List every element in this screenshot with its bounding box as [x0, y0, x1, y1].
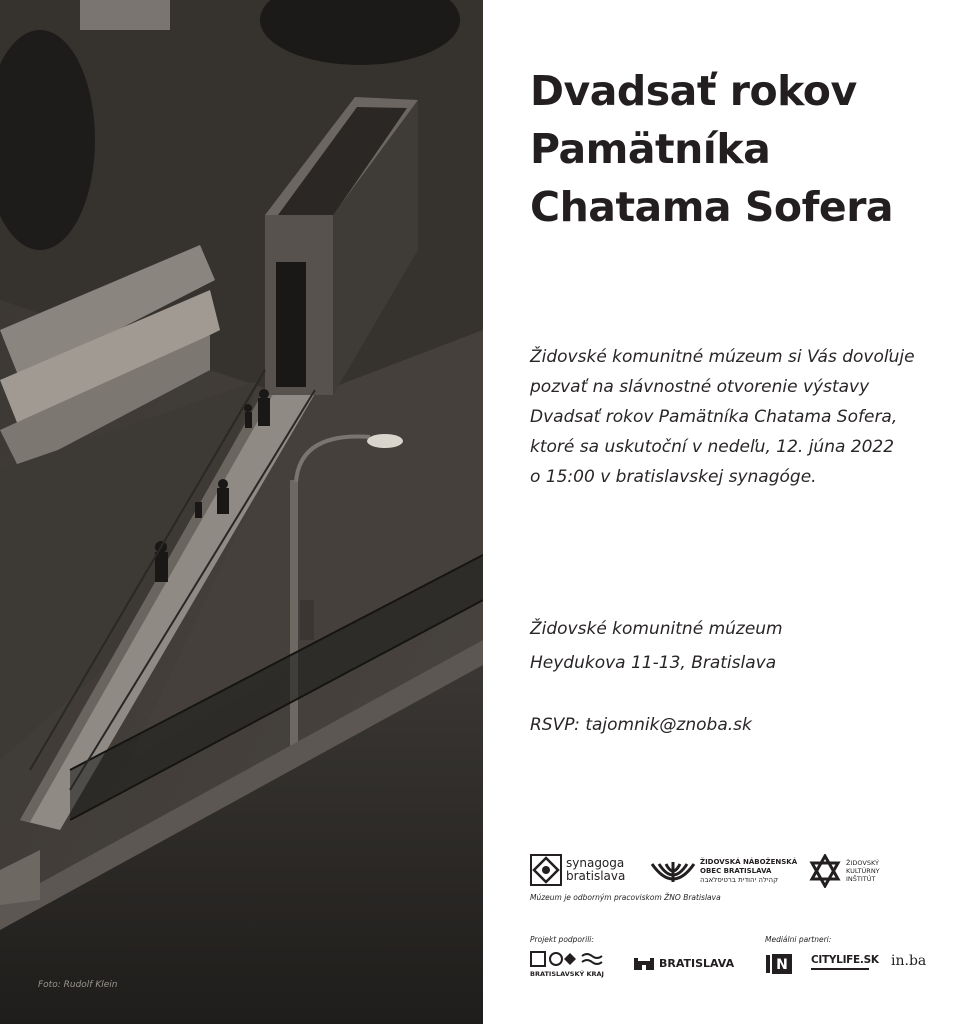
- synagoga-icon: [530, 854, 562, 886]
- event-title: [530, 62, 893, 236]
- zno-line-3: קהילה יהודית ברטיסלאבה: [700, 876, 779, 884]
- zno-line-2: OBEC BRATISLAVA: [700, 867, 772, 875]
- zki-line-1: ŽIDOVSKÝ: [846, 859, 879, 867]
- zno-line-1: ŽIDOVSKÁ NÁBOŽENSKÁ: [700, 858, 798, 866]
- citylife-logo: [811, 955, 879, 970]
- menorah-icon: [650, 860, 696, 884]
- bratislava-label: BRATISLAVA: [659, 956, 735, 970]
- bratislava-city-logo: [633, 955, 734, 971]
- invitation-line: Židovské komunitné múzeum si Vás dovoľuje: [530, 347, 915, 367]
- bratislava-castle-icon: [633, 955, 655, 971]
- invitation-line: pozvať na slávnostné otvorenie výstavy: [530, 377, 870, 397]
- invitation-line: o 15:00 v bratislavskej synagóge.: [530, 467, 817, 487]
- rsvp-email[interactable]: RSVP: tajomnik@znoba.sk: [530, 715, 752, 735]
- title-line-2: Pamätníka: [530, 125, 771, 173]
- dennik-n-icon: [765, 953, 793, 975]
- invitation-line: Dvadsať rokov Pamätníka Chatama Sofera,: [530, 407, 898, 427]
- synagoga-line-1: synagoga: [566, 856, 625, 870]
- invitation-line: ktoré sa uskutoční v nedeľu, 12. júna 2022: [530, 437, 895, 457]
- invitation-text: [530, 342, 950, 492]
- museum-note: Múzeum je odborným pracoviskom ŽNO Bratislava: [530, 893, 721, 902]
- address-line: Heydukova 11-13, Bratislava: [530, 653, 777, 673]
- svg-text:N: N: [776, 957, 788, 973]
- invitation-panel: [483, 0, 965, 1024]
- title-line-3: Chatama Sofera: [530, 183, 894, 231]
- bratislavsky-kraj-logo: [530, 950, 610, 980]
- zki-line-3: INŠTITÚT: [846, 875, 876, 883]
- title-line-1: Dvadsať rokov: [530, 67, 857, 115]
- star-of-david-icon: [808, 854, 842, 888]
- zki-logo: [808, 854, 880, 888]
- inba-logo: in.ba: [891, 953, 927, 969]
- photo-credit: Foto: Rudolf Klein: [38, 980, 118, 990]
- address-line: Židovské komunitné múzeum: [530, 619, 783, 639]
- synagoga-bratislava-logo: [530, 854, 625, 886]
- supported-label: Projekt podporili:: [530, 935, 594, 944]
- dennik-n-logo: [765, 953, 793, 975]
- media-partners-label: Mediálni partneri:: [765, 935, 832, 944]
- synagoga-line-2: bratislava: [566, 869, 626, 883]
- kraj-label: BRATISLAVSKÝ KRAJ: [530, 970, 604, 978]
- zno-bratislava-logo: [650, 858, 797, 885]
- zki-line-2: KULTÚRNY: [846, 867, 880, 875]
- citylife-label: CITYLIFE.SK: [811, 954, 879, 966]
- venue-address: [530, 612, 783, 680]
- kraj-symbols-icon: [530, 950, 610, 968]
